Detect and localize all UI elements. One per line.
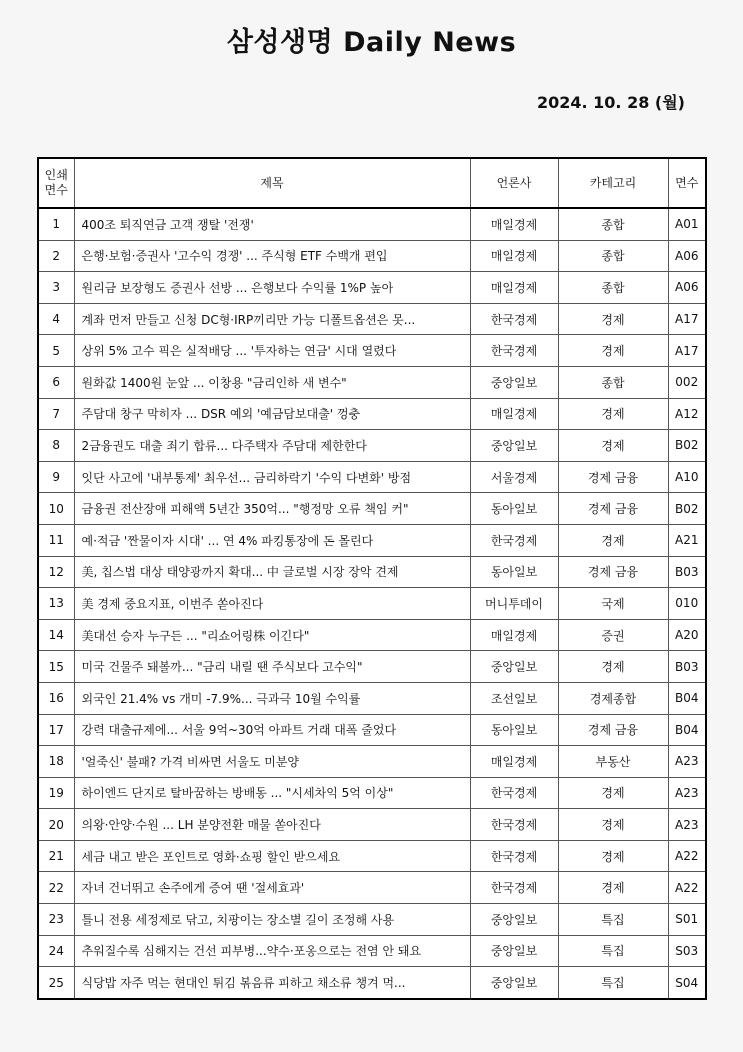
- category: 특집: [558, 967, 668, 999]
- table-row: [38, 872, 706, 904]
- article-title[interactable]: 은행·보험·증권사 '고수익 경쟁' ... 주식형 ETF 수백개 편입: [74, 240, 470, 272]
- row-number: 25: [38, 967, 74, 999]
- article-title[interactable]: '얼죽신' 불패? 가격 비싸면 서울도 미분양: [74, 746, 470, 778]
- publisher: 중앙일보: [470, 430, 558, 462]
- publisher: 매일경제: [470, 619, 558, 651]
- category: 종합: [558, 208, 668, 240]
- article-title[interactable]: 주담대 창구 막히자 ... DSR 예외 '예금담보대출' 껑충: [74, 398, 470, 430]
- publisher: 동아일보: [470, 556, 558, 588]
- category: 국제: [558, 588, 668, 620]
- article-title[interactable]: 예·적금 '짠물이자 시대' ... 연 4% 파킹통장에 돈 몰린다: [74, 524, 470, 556]
- table-row: [38, 524, 706, 556]
- page-number: 010: [668, 588, 706, 620]
- page-number: B02: [668, 493, 706, 525]
- report-date: 2024. 10. 28 (월): [536, 93, 685, 112]
- row-number: 21: [38, 840, 74, 872]
- page-title: 삼성생명 Daily News: [226, 27, 517, 58]
- publisher: 중앙일보: [470, 904, 558, 936]
- table-row: [38, 935, 706, 967]
- page-number: B04: [668, 682, 706, 714]
- table-row: [38, 335, 706, 367]
- row-number: 24: [38, 935, 74, 967]
- article-title[interactable]: 금융권 전산장애 피해액 5년간 350억... "행정망 오류 책임 커": [74, 493, 470, 525]
- page-number: A23: [668, 809, 706, 841]
- page-number: A23: [668, 777, 706, 809]
- category: 경제종합: [558, 682, 668, 714]
- page-number: A20: [668, 619, 706, 651]
- row-number: 13: [38, 588, 74, 620]
- publisher: 동아일보: [470, 493, 558, 525]
- article-title[interactable]: 틀니 전용 세정제로 닦고, 치팡이는 장소별 길이 조정해 사용: [74, 904, 470, 936]
- article-title[interactable]: 잇단 사고에 '내부통제' 최우선... 금리하락기 '수익 다변화' 방점: [74, 461, 470, 493]
- article-title[interactable]: 외국인 21.4% vs 개미 -7.9%... 극과극 10월 수익률: [74, 682, 470, 714]
- table-row: [38, 967, 706, 999]
- category: 경제 금융: [558, 493, 668, 525]
- publisher: 매일경제: [470, 398, 558, 430]
- category: 경제: [558, 777, 668, 809]
- article-title[interactable]: 美 경제 중요지표, 이번주 쏟아진다: [74, 588, 470, 620]
- article-title[interactable]: 원리금 보장형도 증권사 선방 ... 은행보다 수익률 1%P 높아: [74, 272, 470, 304]
- table-row: [38, 398, 706, 430]
- table-row: [38, 714, 706, 746]
- category: 종합: [558, 366, 668, 398]
- article-title[interactable]: 美, 칩스법 대상 태양광까지 확대... 中 글로벌 시장 장악 견제: [74, 556, 470, 588]
- table-row: [38, 272, 706, 304]
- table-row: [38, 682, 706, 714]
- row-number: 6: [38, 366, 74, 398]
- publisher: 중앙일보: [470, 366, 558, 398]
- page-number: A22: [668, 872, 706, 904]
- row-number: 18: [38, 746, 74, 778]
- row-number: 3: [38, 272, 74, 304]
- publisher: 중앙일보: [470, 935, 558, 967]
- row-number: 8: [38, 430, 74, 462]
- page-number: A21: [668, 524, 706, 556]
- header-row: [38, 158, 706, 208]
- table-row: [38, 904, 706, 936]
- table-row: [38, 777, 706, 809]
- publisher: 매일경제: [470, 208, 558, 240]
- row-number: 9: [38, 461, 74, 493]
- table-row: [38, 240, 706, 272]
- category: 경제: [558, 651, 668, 683]
- row-number: 14: [38, 619, 74, 651]
- row-number: 12: [38, 556, 74, 588]
- publisher: 한국경제: [470, 872, 558, 904]
- news-table: [37, 157, 707, 1000]
- category: 경제 금융: [558, 714, 668, 746]
- article-title[interactable]: 美대선 승자 누구든 ... "리쇼어링株 이긴다": [74, 619, 470, 651]
- table-row: [38, 366, 706, 398]
- page-number: A12: [668, 398, 706, 430]
- publisher: 매일경제: [470, 240, 558, 272]
- table-header: [38, 158, 706, 208]
- table-row: [38, 809, 706, 841]
- category: 특집: [558, 935, 668, 967]
- table-row: [38, 303, 706, 335]
- row-number: 11: [38, 524, 74, 556]
- article-title[interactable]: 400조 퇴직연금 고객 쟁탈 '전쟁': [74, 208, 470, 240]
- publisher: 중앙일보: [470, 967, 558, 999]
- category: 특집: [558, 904, 668, 936]
- article-title[interactable]: 추워질수록 심해지는 건선 피부병...약수·포옹으로는 전염 안 돼요: [74, 935, 470, 967]
- category: 증권: [558, 619, 668, 651]
- publisher: 한국경제: [470, 303, 558, 335]
- article-title[interactable]: 자녀 건너뛰고 손주에게 증여 땐 '절세효과': [74, 872, 470, 904]
- header-publisher: 언론사: [470, 158, 558, 208]
- page-number: B02: [668, 430, 706, 462]
- publisher: 한국경제: [470, 840, 558, 872]
- page-number: B04: [668, 714, 706, 746]
- table-body: [38, 208, 706, 999]
- row-number: 1: [38, 208, 74, 240]
- publisher: 조선일보: [470, 682, 558, 714]
- page-number: 002: [668, 366, 706, 398]
- category: 종합: [558, 272, 668, 304]
- publisher: 서울경제: [470, 461, 558, 493]
- category: 경제: [558, 398, 668, 430]
- page-number: A06: [668, 272, 706, 304]
- page-number: S01: [668, 904, 706, 936]
- publisher: 머니투데이: [470, 588, 558, 620]
- publisher: 동아일보: [470, 714, 558, 746]
- row-number: 5: [38, 335, 74, 367]
- category: 부동산: [558, 746, 668, 778]
- page-number: A10: [668, 461, 706, 493]
- row-number: 20: [38, 809, 74, 841]
- header-category: 카테고리: [558, 158, 668, 208]
- article-title[interactable]: 2금융권도 대출 죄기 합류... 다주택자 주담대 제한한다: [74, 430, 470, 462]
- article-title[interactable]: 미국 건물주 돼볼까... "금리 내릴 땐 주식보다 고수익": [74, 651, 470, 683]
- article-title[interactable]: 상위 5% 고수 픽은 실적배당 ... '투자하는 연금' 시대 열렸다: [74, 335, 470, 367]
- page-number: A22: [668, 840, 706, 872]
- category: 경제: [558, 303, 668, 335]
- article-title[interactable]: 원화값 1400원 눈앞 ... 이창용 "금리인하 새 변수": [74, 366, 470, 398]
- row-number: 15: [38, 651, 74, 683]
- header-title: 제목: [74, 158, 470, 208]
- table-row: [38, 588, 706, 620]
- row-number: 2: [38, 240, 74, 272]
- article-title[interactable]: 식당밥 자주 먹는 현대인 튀김 볶음류 피하고 채소류 챙겨 먹...: [74, 967, 470, 999]
- page-number: S04: [668, 967, 706, 999]
- table-row: [38, 840, 706, 872]
- publisher: 중앙일보: [470, 651, 558, 683]
- table-row: [38, 556, 706, 588]
- category: 경제 금융: [558, 556, 668, 588]
- page-number: S03: [668, 935, 706, 967]
- publisher: 한국경제: [470, 777, 558, 809]
- category: 종합: [558, 240, 668, 272]
- category: 경제: [558, 809, 668, 841]
- page-number: A01: [668, 208, 706, 240]
- table-row: [38, 746, 706, 778]
- category: 경제 금융: [558, 461, 668, 493]
- row-number: 23: [38, 904, 74, 936]
- table-row: [38, 493, 706, 525]
- page-number: A17: [668, 303, 706, 335]
- publisher: 매일경제: [470, 746, 558, 778]
- publisher: 한국경제: [470, 809, 558, 841]
- header-page: 면수: [668, 158, 706, 208]
- article-title[interactable]: 계좌 먼저 만들고 신청 DC형·IRP끼리만 가능 디폴트옵션은 못...: [74, 303, 470, 335]
- category: 경제: [558, 840, 668, 872]
- article-title[interactable]: 강력 대출규제에... 서울 9억~30억 아파트 거래 대폭 줄었다: [74, 714, 470, 746]
- publisher: 한국경제: [470, 524, 558, 556]
- publisher: 한국경제: [470, 335, 558, 367]
- publisher: 매일경제: [470, 272, 558, 304]
- table-row: [38, 619, 706, 651]
- category: 경제: [558, 872, 668, 904]
- category: 경제: [558, 430, 668, 462]
- row-number: 10: [38, 493, 74, 525]
- row-number: 22: [38, 872, 74, 904]
- article-title[interactable]: 하이엔드 단지로 탈바꿈하는 방배동 ... "시세차익 5억 이상": [74, 777, 470, 809]
- table-row: [38, 430, 706, 462]
- article-title[interactable]: 세금 내고 받은 포인트로 영화·쇼핑 할인 받으세요: [74, 840, 470, 872]
- page-number: B03: [668, 556, 706, 588]
- row-number: 7: [38, 398, 74, 430]
- table-row: [38, 208, 706, 240]
- header-print-page: 인쇄 면수: [38, 158, 74, 208]
- page-number: B03: [668, 651, 706, 683]
- row-number: 4: [38, 303, 74, 335]
- category: 경제: [558, 335, 668, 367]
- page-number: A06: [668, 240, 706, 272]
- article-title[interactable]: 의왕·안양·수원 ... LH 분양전환 매물 쏟아진다: [74, 809, 470, 841]
- table-row: [38, 651, 706, 683]
- row-number: 17: [38, 714, 74, 746]
- row-number: 19: [38, 777, 74, 809]
- table-row: [38, 461, 706, 493]
- category: 경제: [558, 524, 668, 556]
- row-number: 16: [38, 682, 74, 714]
- page-number: A17: [668, 335, 706, 367]
- page-number: A23: [668, 746, 706, 778]
